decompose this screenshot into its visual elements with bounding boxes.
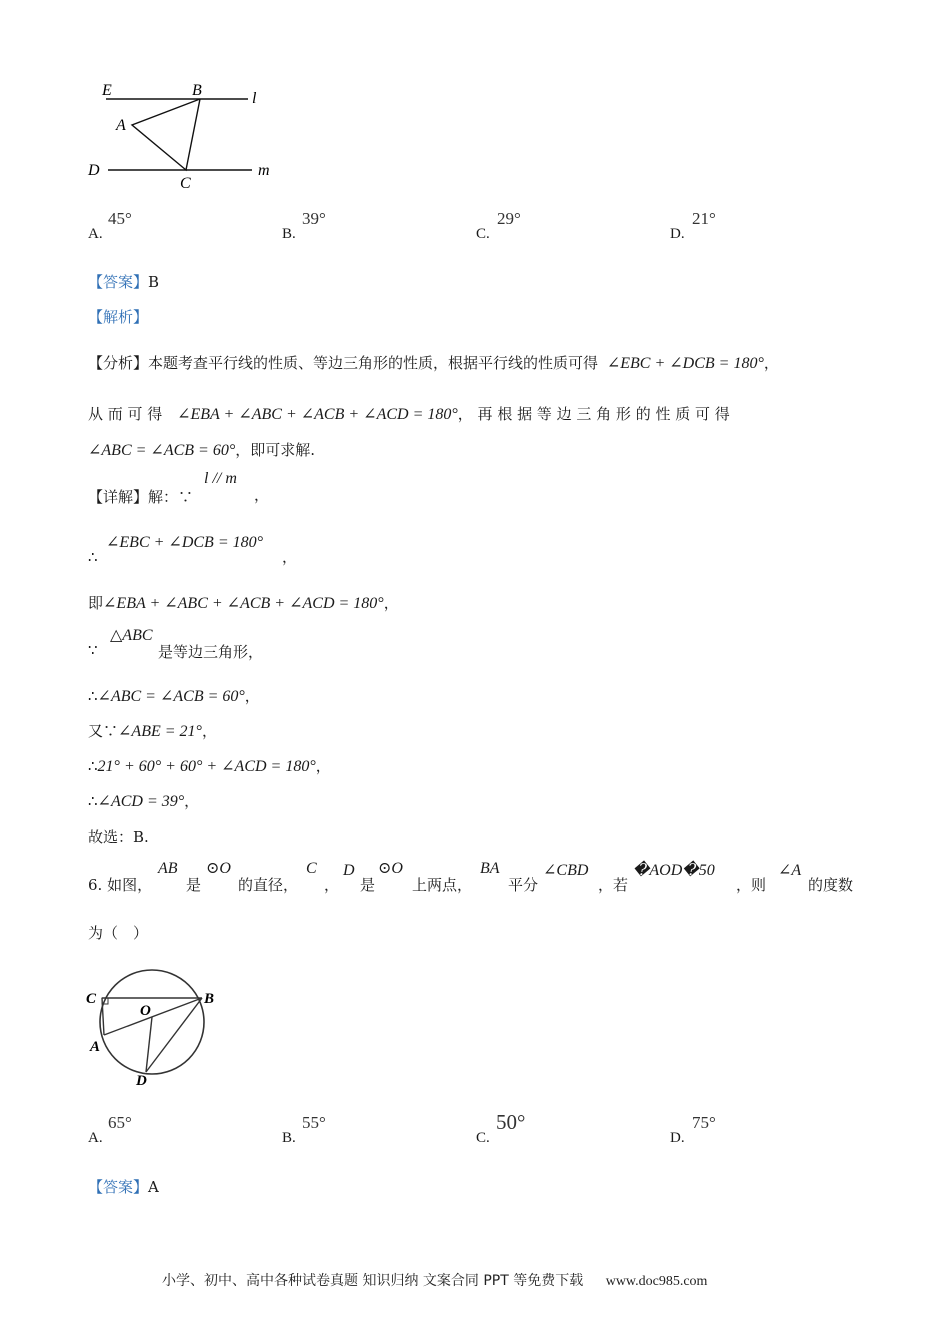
label-E: E bbox=[102, 82, 112, 99]
page-footer bbox=[162, 1270, 707, 1290]
detail-math-lm: l // m bbox=[204, 470, 237, 487]
q6-option-c-letter: C. bbox=[476, 1130, 490, 1146]
detail-jie: 解：∵ bbox=[148, 488, 194, 506]
fenxi-math1: ∠EBC + ∠DCB = 180° bbox=[606, 355, 764, 372]
q5-analysis-tag: 【解析】 bbox=[88, 308, 149, 326]
label-m: m bbox=[258, 162, 270, 179]
step5 bbox=[88, 720, 217, 741]
step2 bbox=[88, 592, 399, 613]
footer-text: 小学、初中、高中各种试卷真题 知识归纳 文案合同 PPT 等免费下载 bbox=[162, 1273, 584, 1289]
q5-option-d-value: 21° bbox=[692, 209, 716, 228]
step1-suffix: ， bbox=[282, 548, 298, 566]
q5-option-d-letter: D. bbox=[670, 226, 685, 242]
radius-od bbox=[146, 1017, 152, 1072]
q6-t6: 平分 bbox=[508, 876, 539, 894]
step2-suffix: ， bbox=[383, 594, 399, 612]
q6-t1: 是 bbox=[186, 876, 202, 894]
q6-option-a-letter: A. bbox=[88, 1130, 103, 1146]
q6-math-o2: ⊙O bbox=[378, 860, 403, 877]
step6-suffix: ， bbox=[315, 757, 331, 775]
q6-t9: 的度数 bbox=[808, 876, 854, 894]
q5-option-b-letter: B. bbox=[282, 226, 296, 242]
q6-option-d-letter: D. bbox=[670, 1130, 685, 1146]
q6-option-d-value: 75° bbox=[692, 1113, 716, 1132]
q6-math-cbd: ∠CBD bbox=[543, 862, 589, 879]
q5-fenxi-line2 bbox=[88, 403, 730, 424]
step7-math: ∠ACD = 39° bbox=[97, 793, 185, 810]
step3-text: 是等边三角形， bbox=[158, 643, 264, 661]
label-D: D bbox=[88, 162, 100, 179]
fenxi-text3: ， 再 根 据 等 边 三 角 形 的 性 质 可 得 bbox=[457, 405, 730, 423]
q6-t7: ，若 bbox=[598, 876, 629, 894]
step7 bbox=[88, 790, 199, 811]
q5-fenxi-line3 bbox=[88, 439, 315, 460]
label-l: l bbox=[252, 90, 257, 107]
answer-value: A bbox=[148, 1178, 159, 1196]
step6-prefix: ∴ bbox=[88, 757, 98, 775]
q6-t4: 是 bbox=[360, 876, 376, 894]
step6 bbox=[88, 755, 331, 776]
q6-t5: 上两点， bbox=[412, 876, 473, 894]
label-B: B bbox=[192, 82, 202, 99]
fenxi-tag: 【分析】 bbox=[88, 354, 149, 372]
fenxi-math2: ∠EBA + ∠ABC + ∠ACB + ∠ACD = 180° bbox=[177, 406, 458, 423]
step5-suffix: ， bbox=[201, 722, 217, 740]
q5-answer bbox=[88, 271, 159, 292]
q6-math-aod: �AOD�50 bbox=[633, 862, 715, 879]
step1-prefix: ∴ bbox=[88, 548, 98, 566]
footer-link[interactable]: www.doc985.com bbox=[605, 1274, 708, 1289]
label-A: A bbox=[90, 1039, 101, 1055]
q5-option-c-value: 29° bbox=[497, 209, 521, 228]
step5-prefix: 又∵ bbox=[88, 722, 119, 740]
q6-math-c: C bbox=[306, 860, 317, 877]
q6-option-b-letter: B. bbox=[282, 1130, 296, 1146]
q6-t8: ，则 bbox=[736, 876, 767, 894]
answer-tag: 【答案】 bbox=[88, 1178, 149, 1196]
answer-tag: 【答案】 bbox=[88, 273, 149, 291]
q6-math-ab: AB bbox=[158, 860, 178, 877]
detail-tag: 【详解】 bbox=[88, 488, 149, 506]
q6-math-a: ∠A bbox=[778, 862, 802, 879]
label-C: C bbox=[180, 175, 191, 192]
step4-math: ∠ABC = ∠ACB = 60° bbox=[97, 688, 245, 705]
step4-prefix: ∴ bbox=[88, 687, 98, 705]
q6-math-ba: BA bbox=[480, 860, 500, 877]
q6-option-c-value: 50° bbox=[496, 1110, 526, 1134]
q5-detail-intro bbox=[88, 486, 193, 507]
step3-prefix: ∵ bbox=[88, 641, 98, 659]
q5-option-b-value: 39° bbox=[302, 209, 326, 228]
q5-option-a-letter: A. bbox=[88, 226, 103, 242]
label-B: B bbox=[204, 991, 215, 1007]
q6-answer bbox=[88, 1176, 159, 1197]
q5-option-c-letter: C. bbox=[476, 226, 490, 242]
fenxi-comma1: ， bbox=[763, 354, 779, 372]
label-C: C bbox=[86, 991, 97, 1007]
step6-math: 21° + 60° + 60° + ∠ACD = 180° bbox=[97, 758, 316, 775]
label-A: A bbox=[116, 117, 126, 134]
answer-value: B bbox=[148, 273, 160, 291]
q6-number: 6. 如图， bbox=[88, 876, 153, 894]
q6-t2: 的直径， bbox=[238, 876, 299, 894]
fenxi-text1: 本题考查平行线的性质、等边三角形的性质，根据平行线的性质可得 bbox=[148, 354, 599, 372]
q6-math-o: ⊙O bbox=[206, 860, 231, 877]
triangle-abc bbox=[132, 99, 200, 170]
q6-math-d: D bbox=[343, 862, 355, 879]
step4-suffix: ， bbox=[244, 687, 260, 705]
label-O: O bbox=[140, 1003, 151, 1019]
fenxi-text4: ，即可求解. bbox=[235, 441, 316, 459]
step5-math: ∠ABE = 21° bbox=[118, 723, 202, 740]
q6-line2: 为（ ） bbox=[88, 924, 149, 942]
fenxi-math3: ∠ABC = ∠ACB = 60° bbox=[88, 442, 236, 459]
q6-option-b-value: 55° bbox=[302, 1113, 326, 1132]
step2-prefix: 即 bbox=[88, 594, 104, 612]
q6-option-a-value: 65° bbox=[108, 1113, 132, 1132]
step4 bbox=[88, 685, 260, 706]
figure-circle bbox=[80, 955, 230, 1090]
q5-fenxi-line1 bbox=[88, 352, 779, 373]
label-D: D bbox=[136, 1073, 147, 1089]
step1-math: ∠EBC + ∠DCB = 180° bbox=[106, 534, 264, 551]
step7-suffix: ， bbox=[184, 792, 200, 810]
q5-option-a-value: 45° bbox=[108, 209, 132, 228]
step7-prefix: ∴ bbox=[88, 792, 98, 810]
detail-comma: ， bbox=[254, 486, 270, 504]
step3-math: △ABC bbox=[110, 627, 153, 644]
fenxi-text2: 从 而 可 得 bbox=[88, 405, 163, 423]
q5-choice: 故选：B. bbox=[88, 828, 149, 846]
step2-math: ∠EBA + ∠ABC + ∠ACB + ∠ACD = 180° bbox=[103, 595, 384, 612]
q6-t3: ， bbox=[324, 876, 340, 894]
figure-parallel-lines bbox=[80, 75, 290, 200]
